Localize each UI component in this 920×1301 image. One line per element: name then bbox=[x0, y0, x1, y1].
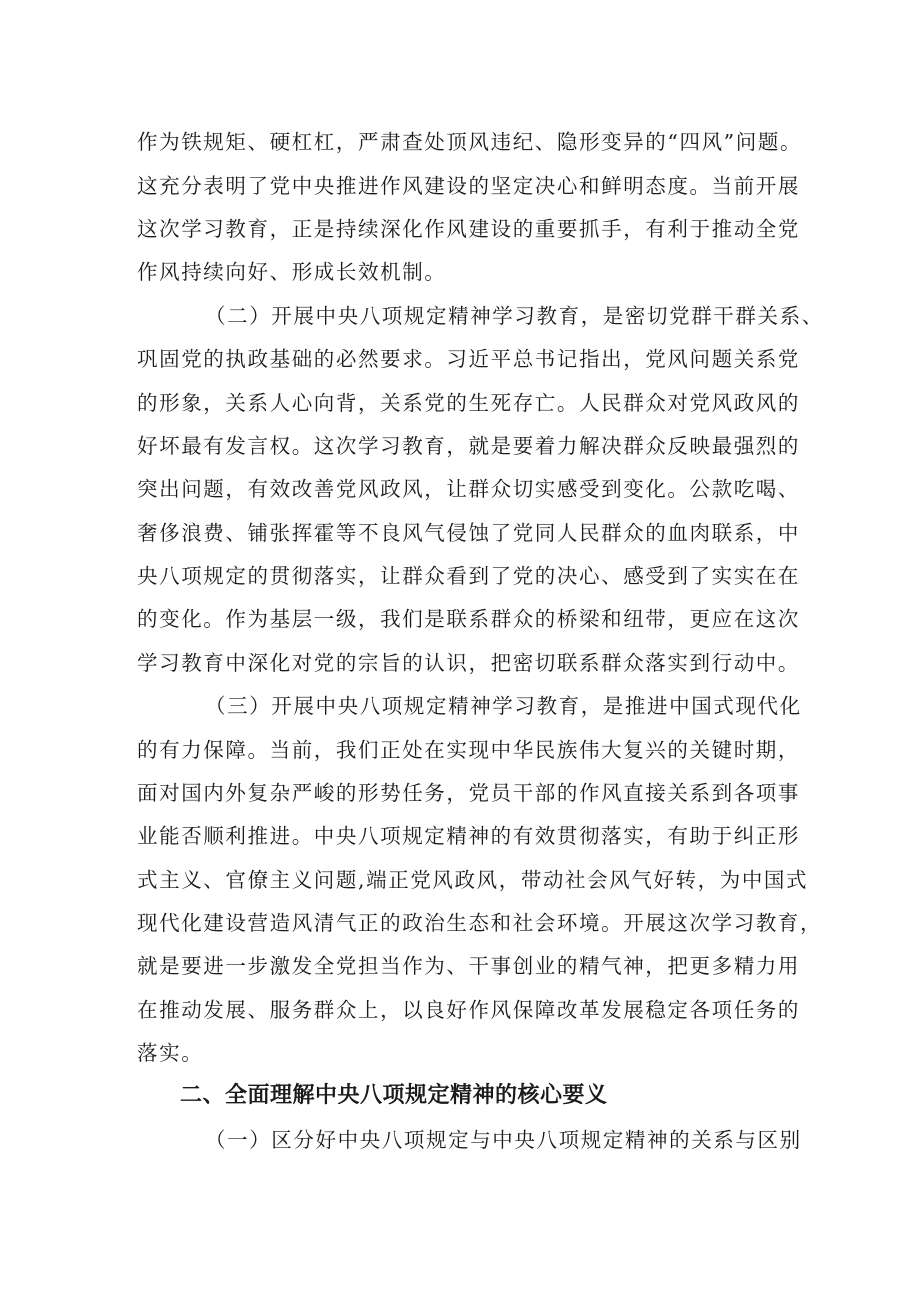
paragraph-3-line-4: 业能否顺利推进。中央八项规定精神的有效贯彻落实，有助于纠正形 bbox=[137, 824, 800, 848]
paragraph-2-line-2: 巩固党的执政基础的必然要求。习近平总书记指出，党风问题关系党 bbox=[137, 347, 800, 371]
section-heading: 二、全面理解中央八项规定精神的核心要义 bbox=[180, 1083, 608, 1108]
paragraph-3-line-6: 现代化建设营造风清气正的政治生态和社会环境。开展这次学习教育， bbox=[137, 911, 823, 935]
paragraph-2-line-5: 突出问题，有效改善党风政风，让群众切实感受到变化。公款吃喝、 bbox=[137, 477, 800, 501]
paragraph-1-line-2: 这充分表明了党中央推进作风建设的坚定决心和鲜明态度。当前开展 bbox=[137, 174, 800, 198]
paragraph-2-line-7: 央八项规定的贯彻落实，让群众看到了党的决心、感受到了实实在在 bbox=[137, 564, 800, 588]
paragraph-1-line-4: 作风持续向好、形成长效机制。 bbox=[137, 260, 447, 284]
paragraph-2-line-6: 奢侈浪费、铺张挥霍等不良风气侵蚀了党同人民群众的血肉联系，中 bbox=[137, 521, 800, 545]
paragraph-3-line-3: 面对国内外复杂严峻的形势任务，党员干部的作风直接关系到各项事 bbox=[137, 781, 800, 805]
paragraph-1-line-3: 这次学习教育，正是持续深化作风建设的重要抓手，有利于推动全党 bbox=[137, 217, 800, 241]
paragraph-3-line-5: 式主义、官僚主义问题,端正党风政风，带动社会风气好转，为中国式 bbox=[137, 868, 809, 892]
paragraph-2-line-1: （二）开展中央八项规定精神学习教育，是密切党群干群关系、 bbox=[205, 304, 824, 328]
paragraph-3-line-9: 落实。 bbox=[137, 1041, 204, 1065]
paragraph-3-line-2: 的有力保障。当前，我们正处在实现中华民族伟大复兴的关键时期， bbox=[137, 738, 800, 762]
paragraph-1-line-1: 作为铁规矩、硬杠杠，严肃查处顶风违纪、隐形变异的“四风”问题。 bbox=[137, 130, 803, 154]
subsection-heading: （一）区分好中央八项规定与中央八项规定精神的关系与区别 bbox=[205, 1128, 802, 1152]
paragraph-3-line-7: 就是要进一步激发全党担当作为、干事创业的精气神，把更多精力用 bbox=[137, 954, 800, 978]
paragraph-2-line-8: 的变化。作为基层一级，我们是联系群众的桥梁和纽带，更应在这次 bbox=[137, 607, 800, 631]
paragraph-2-line-3: 的形象，关系人心向背，关系党的生死存亡。人民群众对党风政风的 bbox=[137, 391, 800, 415]
paragraph-2-line-4: 好坏最有发言权。这次学习教育，就是要着力解决群众反映最强烈的 bbox=[137, 434, 800, 458]
paragraph-2-line-9: 学习教育中深化对党的宗旨的认识，把密切联系群众落实到行动中。 bbox=[137, 651, 800, 675]
paragraph-3-line-1: （三）开展中央八项规定精神学习教育，是推进中国式现代化 bbox=[205, 694, 802, 718]
paragraph-3-line-8: 在推动发展、服务群众上，以良好作风保障改革发展稳定各项任务的 bbox=[137, 998, 800, 1022]
